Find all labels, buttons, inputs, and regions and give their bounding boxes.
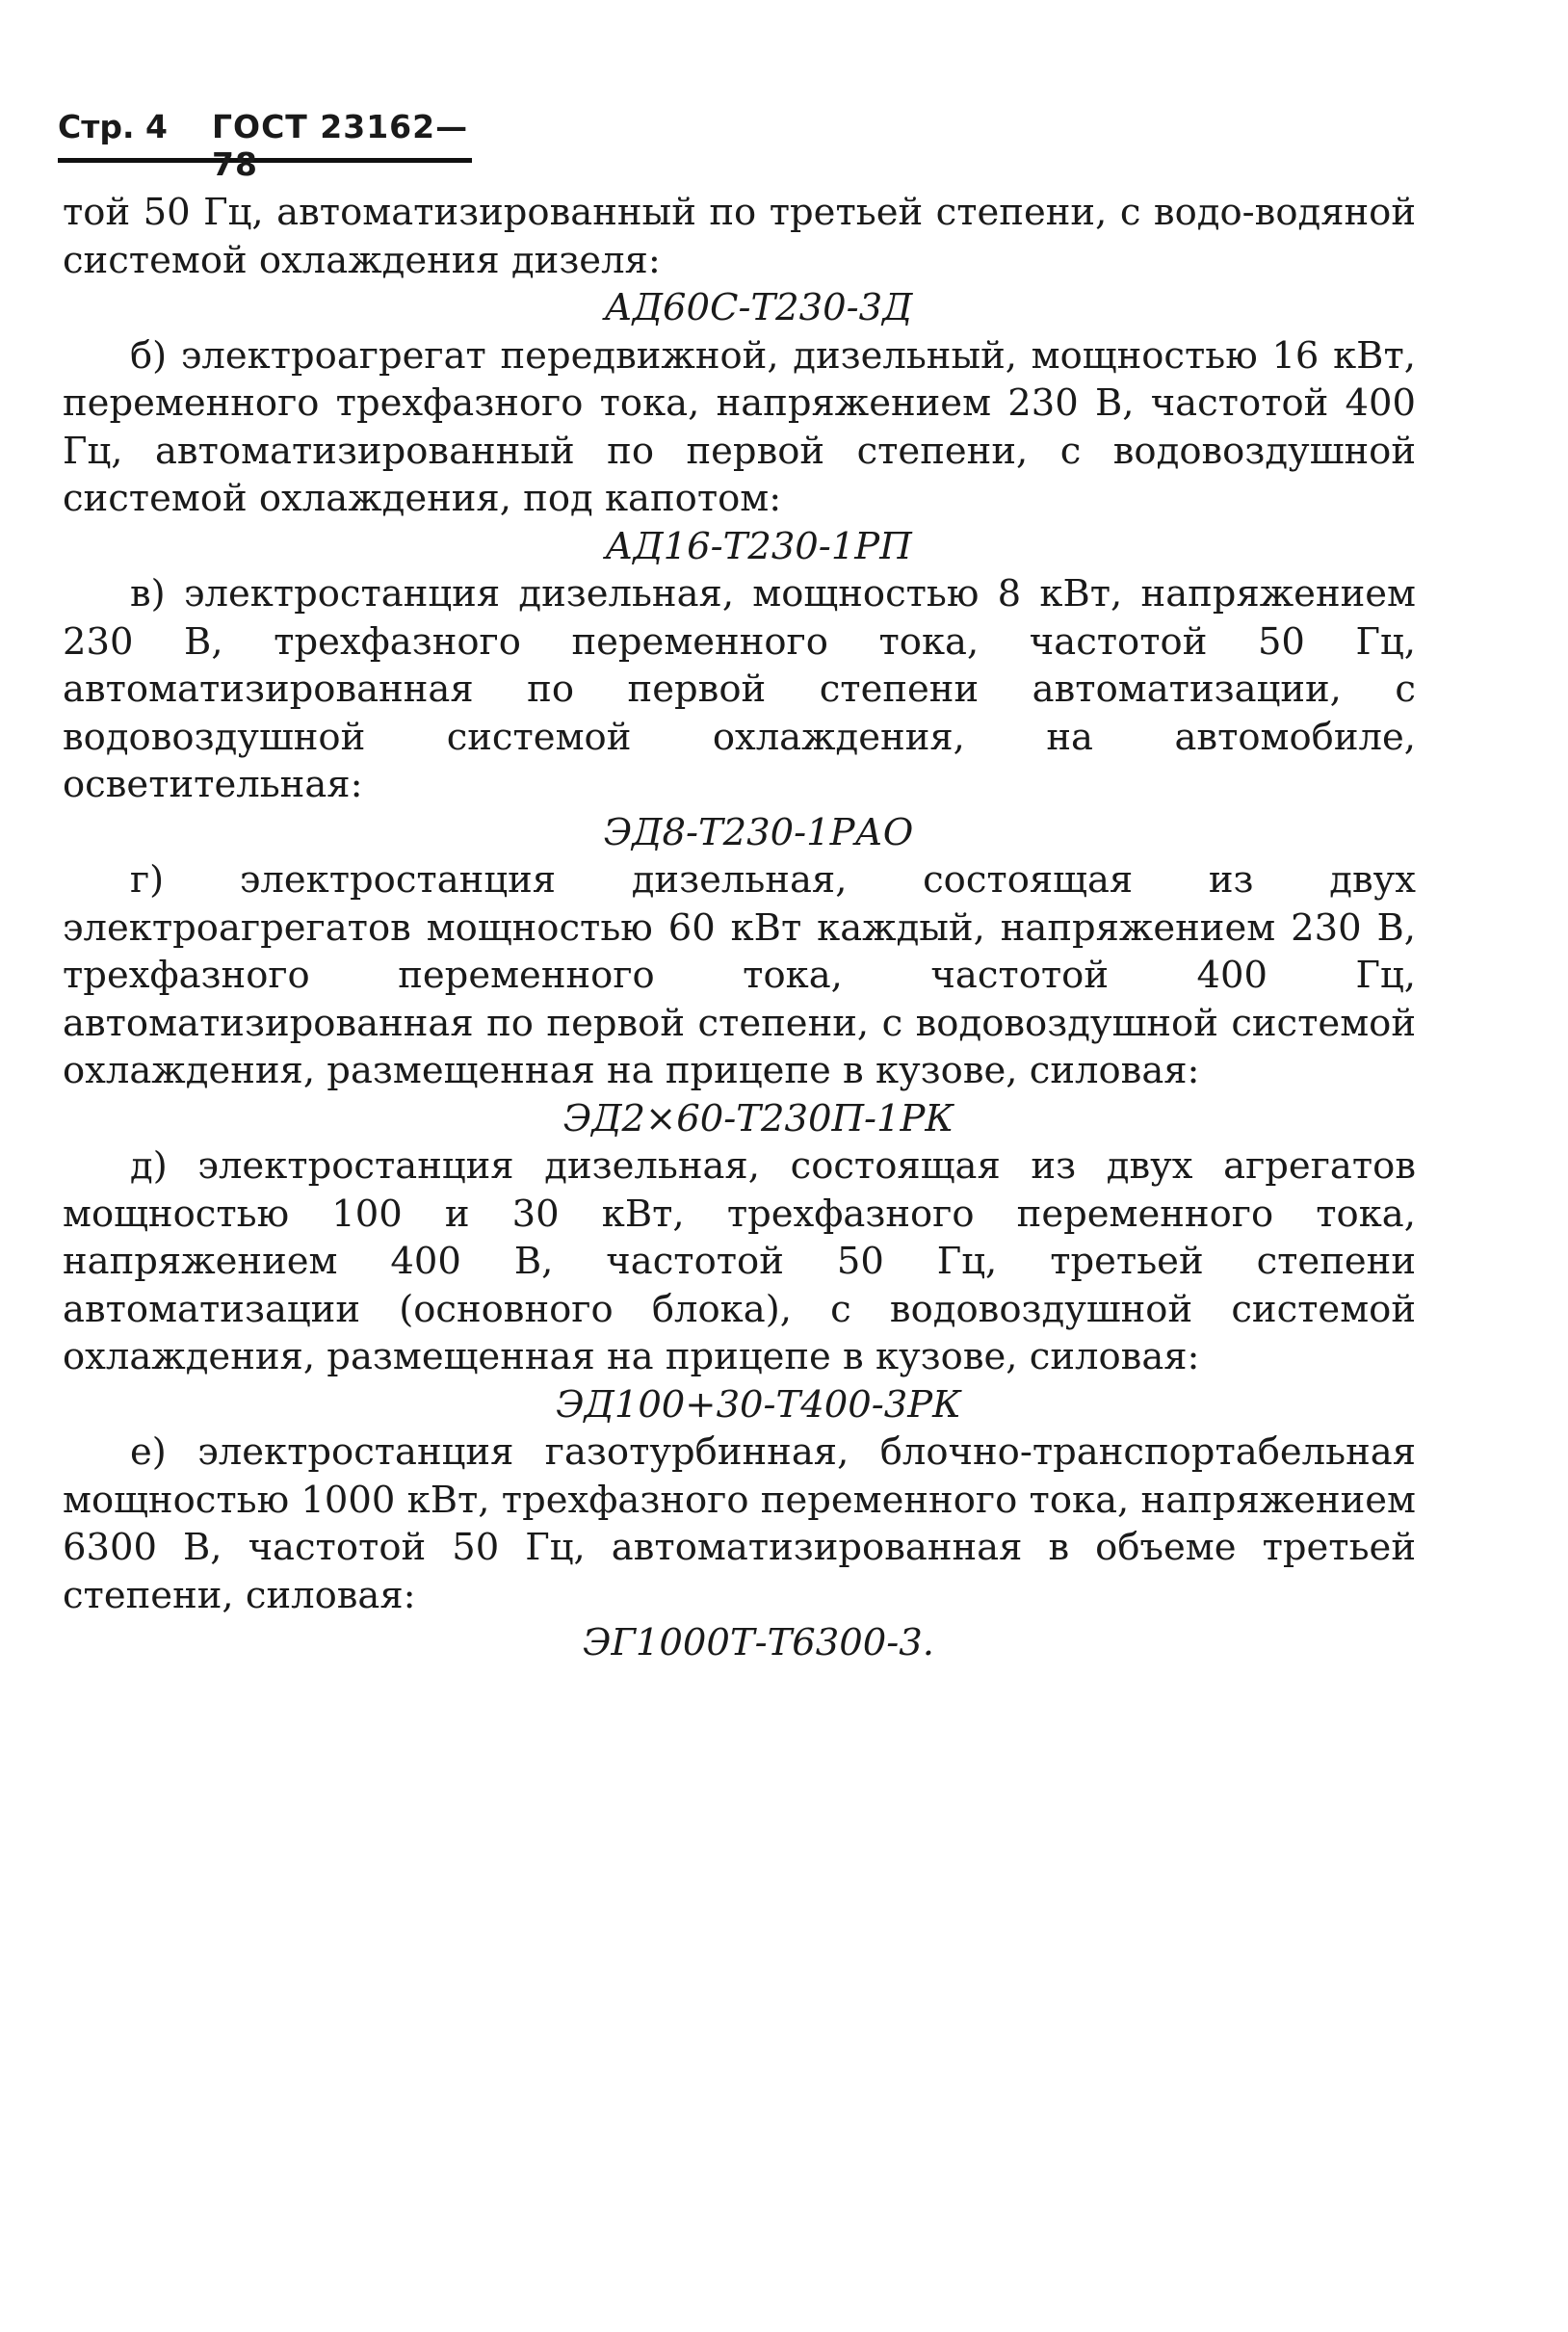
document-body [63, 189, 1416, 1667]
designation-code: АД60С-Т230-3Д [604, 286, 913, 329]
list-item-d: д) электростанция дизельная, состоящая из двух агрегатов мощностью 100 и 30 кВт, трехфазного переменного тока, напряжением 400 В, частотой 50 Гц, третьей степени автоматизации (основного блока), с водовоздушной системой охлаждения, размещенная на прицепе в кузове, силовая: [63, 1144, 1416, 1378]
standard-number: ГОСТ 23162—78 [212, 108, 469, 183]
designation-code: ЭД2×60-Т230П-1РК [562, 1096, 954, 1140]
designation-code: ЭГ1000Т-Т6300-3. [582, 1621, 935, 1664]
designation-code: АД16-Т230-1РП [605, 524, 912, 568]
list-item-v: в) электростанция дизельная, мощностью 8 кВт, напряжением 230 В, трехфазного переменного тока, частотой 50 Гц, автоматизированная по первой степени автоматизации, с водовоздушной системой охлаждения, на автомобиле, осветительная: [63, 572, 1416, 806]
paragraph-continuation: той 50 Гц, автоматизированный по третьей степени, с водо-водяной системой охлаждения дизеля: [63, 191, 1416, 282]
list-item-e: е) электростанция газотурбинная, блочно-транспортабельная мощностью 1000 кВт, трехфазного переменного тока, напряжением 6300 В, частотой 50 Гц, автоматизированная в объеме третьей степени, силовая: [63, 1430, 1416, 1617]
page-header [58, 104, 472, 183]
list-item-b: б) электроагрегат передвижной, дизельный, мощностью 16 кВт, переменного трехфазного тока, напряжением 230 В, частотой 400 Гц, автоматизированный по первой степени, с водовоздушной системой охлаждения, под капотом: [63, 333, 1416, 520]
page-number: Стр. 4 [58, 108, 168, 145]
list-item-g: г) электростанция дизельная, состоящая из двух электроагрегатов мощностью 60 кВт каждый, напряжением 230 В, трехфазного переменного тока, частотой 400 Гц, автоматизированная по первой степени, с водовоздушной системой охлаждения, размещенная на прицепе в кузове, силовая: [63, 858, 1416, 1092]
designation-code: ЭД100+30-Т400-3РК [556, 1382, 961, 1427]
designation-code: ЭД8-Т230-1РАО [603, 810, 914, 854]
